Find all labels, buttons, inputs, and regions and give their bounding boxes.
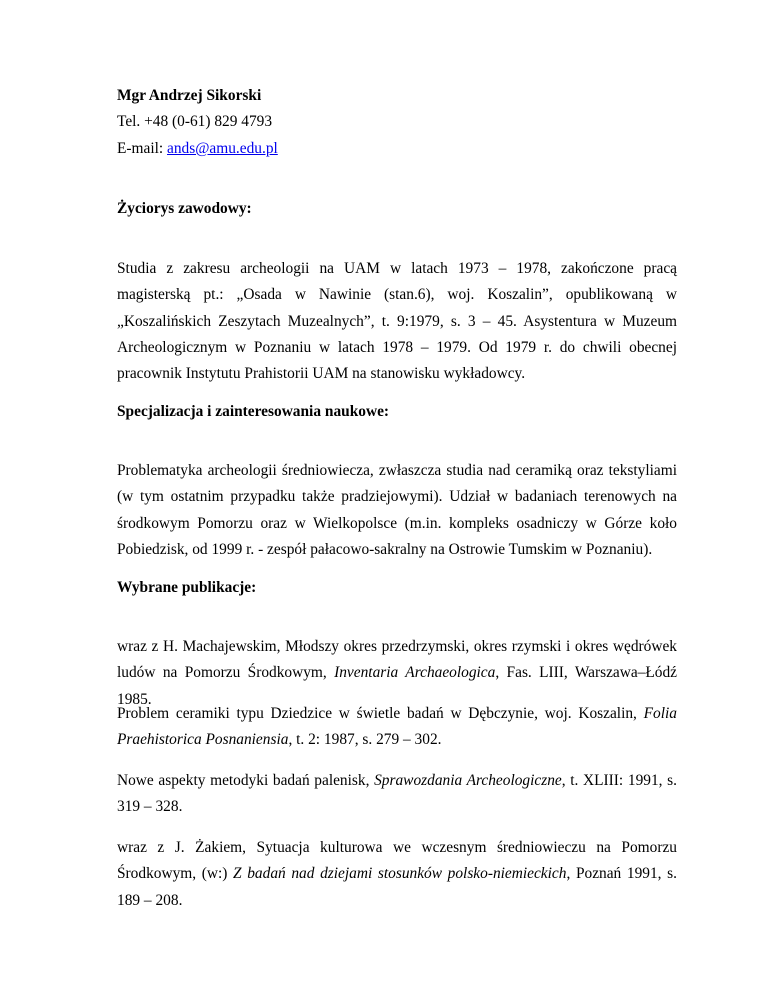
publication-journal: Folia Praehistorica Posnaniensia	[117, 705, 677, 749]
publication-journal: Inventaria Archaeologica	[334, 664, 496, 682]
publication-details: , Fas. LIII, Warszawa–Łódź 1985.	[117, 664, 678, 708]
publication-item	[117, 701, 677, 754]
author-name: Mgr Andrzej Sikorski	[117, 87, 262, 104]
publication-item	[117, 835, 677, 914]
specialization-paragraph: Problematyka archeologii średniowiecza, zwłaszcza studia nad ceramiką oraz tekstyliami (w tym ostatnim przypadku także pradziejowymi). Udział w badaniach terenowych na środkowym Pomorzu oraz w Wielkopolsce (m.in. kompleks osadniczy w Górze koło Pobiedzisk, od 1999 r. - zespół pałacowo-sakralny na Ostrowie Tumskim w Poznaniu).	[117, 462, 677, 558]
contact-block	[117, 83, 677, 162]
publication-item	[117, 768, 677, 821]
publication-journal: Z badań nad dziejami stosunków polsko-niemieckich	[233, 865, 567, 883]
phone-number: Tel. +48 (0-61) 829 4793	[117, 113, 273, 131]
publication-text: wraz z J. Żakiem, Sytuacja kulturowa we wczesnym średniowieczu na Pomorzu Środkowym, (w:)	[117, 839, 677, 883]
email-label: E-mail:	[117, 139, 168, 157]
specialization-heading: Specjalizacja i zainteresowania naukowe:	[117, 403, 390, 420]
email-line	[117, 136, 677, 162]
publication-details: , Poznań 1991, s. 189 – 208.	[117, 865, 677, 909]
publications-heading: Wybrane publikacje:	[117, 579, 257, 596]
career-heading: Życiorys zawodowy:	[117, 200, 252, 217]
career-paragraph: Studia z zakresu archeologii na UAM w latach 1973 – 1978, zakończone pracą magisterską pt.: „Osada w Nawinie (stan.6), woj. Koszalin”, opublikowaną w „Koszalińskich Zeszytach Muzealnych”, t. 9:1979, s. 3 – 45. Asystentura w Muzeum Archeologicznym w Poznaniu w latach 1978 – 1979. Od 1979 r. do chwili obecnej pracownik Instytutu Prahistorii UAM na stanowisku wykładowcy.	[117, 260, 677, 383]
publication-text: Problem ceramiki typu Dziedzice w świetle badań w Dębczynie, woj. Koszalin,	[117, 705, 644, 722]
publication-text: wraz z H. Machajewskim, Młodszy okres przedrzymski, okres rzymski i okres wędrówek ludów na Pomorzu Środkowym,	[117, 638, 677, 682]
email-link[interactable]: ands@amu.edu.pl	[167, 139, 278, 157]
publication-text: Nowe aspekty metodyki badań palenisk,	[117, 772, 375, 789]
publication-details: , t. XLIII: 1991, s. 319 – 328.	[117, 772, 678, 816]
publication-journal: Sprawozdania Archeologiczne	[374, 772, 562, 789]
publication-details: , t. 2: 1987, s. 279 – 302.	[288, 731, 442, 749]
